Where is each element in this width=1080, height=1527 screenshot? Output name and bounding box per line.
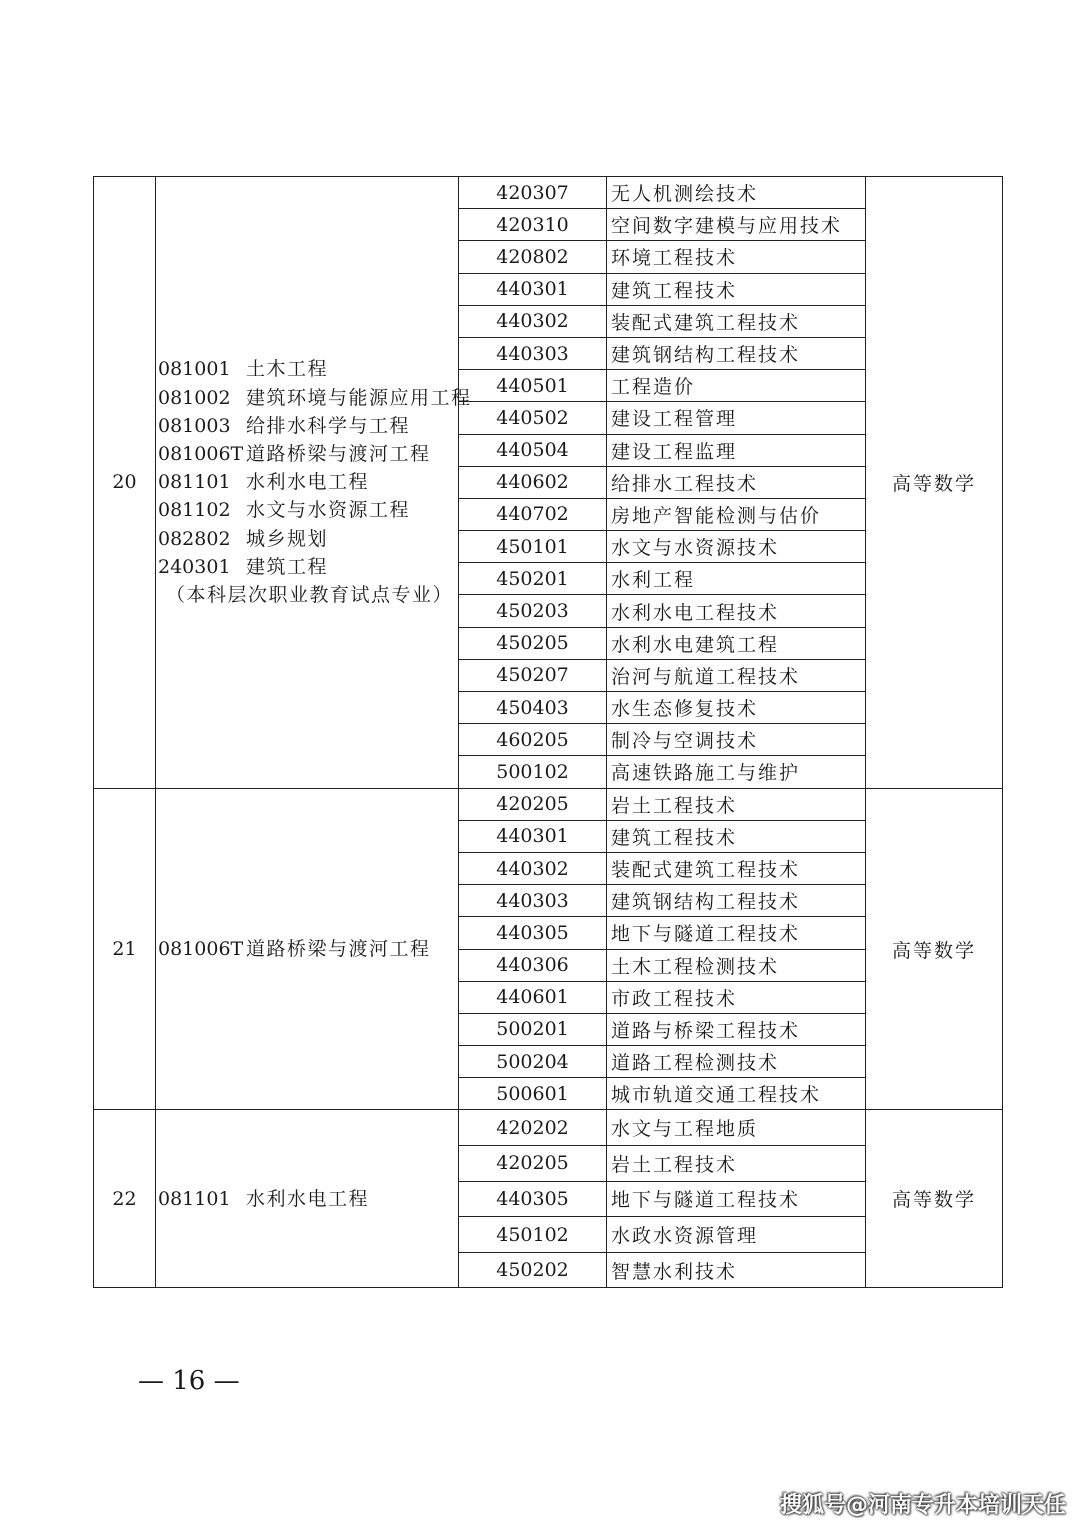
undergrad-majors-cell [156,1110,459,1288]
vocational-major-code: 460205 [459,724,607,756]
vocational-major-code: 440305 [459,917,607,949]
vocational-major-code: 450403 [459,692,607,724]
pilot-major-note: （本科层次职业教育试点专业） [166,583,454,606]
vocational-major-code: 440601 [459,981,607,1013]
undergrad-major [158,1185,458,1213]
undergrad-major-name: 城乡规划 [246,527,329,550]
vocational-major-code: 500201 [459,1013,607,1045]
group-number: 20 [94,177,156,789]
vocational-major-name: 地下与隧道工程技术 [607,917,866,949]
vocational-major-name: 岩土工程技术 [607,788,866,820]
vocational-major-code: 440303 [459,337,607,369]
vocational-major-name: 地下与隧道工程技术 [607,1181,866,1217]
undergrad-major [158,496,458,524]
vocational-major-name: 岩土工程技术 [607,1146,866,1182]
vocational-major-code: 440302 [459,305,607,337]
undergrad-major [158,553,458,581]
undergrad-major [158,440,458,468]
vocational-major-name: 土木工程检测技术 [607,949,866,981]
vocational-major-code: 440504 [459,434,607,466]
major-correspondence-table [93,176,1003,1288]
vocational-major-code: 440306 [459,949,607,981]
undergrad-majors-cell [156,177,472,789]
vocational-major-code: 440501 [459,370,607,402]
vocational-major-code: 420310 [459,209,607,241]
undergrad-major-code: 082802 [158,527,231,550]
vocational-major-code: 440305 [459,1181,607,1217]
vocational-major-name: 房地产智能检测与估价 [607,498,866,530]
vocational-major-name: 建筑钢结构工程技术 [607,885,866,917]
undergrad-major-code: 081101 [158,471,231,494]
vocational-major-name: 装配式建筑工程技术 [607,305,866,337]
vocational-major-code: 450205 [459,627,607,659]
vocational-major-name: 空间数字建模与应用技术 [607,209,866,241]
vocational-major-name: 环境工程技术 [607,241,866,273]
vocational-major-code: 440303 [459,885,607,917]
group-number: 21 [94,788,156,1110]
exam-subject: 高等数学 [866,177,1003,789]
undergrad-major-code: 081001 [158,358,231,381]
vocational-major-code: 420802 [459,241,607,273]
table-body [94,177,1003,1288]
undergrad-major-name: 水文与水资源工程 [246,499,411,522]
vocational-major-code: 440702 [459,498,607,530]
table-row [94,1110,1003,1146]
undergrad-major-code: 081102 [158,499,231,522]
vocational-major-code: 500204 [459,1046,607,1078]
undergrad-majors-cell [156,788,459,1110]
vocational-major-name: 市政工程技术 [607,981,866,1013]
vocational-major-name: 无人机测绘技术 [607,177,866,209]
vocational-major-code: 440301 [459,820,607,852]
vocational-major-name: 建设工程管理 [607,402,866,434]
vocational-major-code: 450207 [459,659,607,691]
vocational-major-code: 450102 [459,1217,607,1253]
undergrad-major-name: 水利水电工程 [246,1187,370,1210]
vocational-major-name: 高速铁路施工与维护 [607,756,866,788]
vocational-major-name: 水文与工程地质 [607,1110,866,1146]
vocational-major-name: 装配式建筑工程技术 [607,852,866,884]
undergrad-major-name: 建筑工程 [246,555,329,578]
vocational-major-name: 建筑工程技术 [607,273,866,305]
vocational-major-code: 450203 [459,595,607,627]
vocational-major-name: 水文与水资源技术 [607,531,866,563]
vocational-major-code: 420205 [459,1146,607,1182]
undergrad-major-code: 081006T [158,937,244,960]
vocational-major-name: 建筑工程技术 [607,820,866,852]
undergrad-major [158,935,458,963]
undergrad-major-name: 道路桥梁与渡河工程 [246,442,431,465]
vocational-major-name: 道路与桥梁工程技术 [607,1013,866,1045]
undergrad-major [158,355,458,383]
undergrad-major [158,468,458,496]
undergrad-major [158,412,458,440]
vocational-major-code: 450101 [459,531,607,563]
vocational-major-name: 制冷与空调技术 [607,724,866,756]
table-row [94,788,1003,820]
vocational-major-code: 440301 [459,273,607,305]
vocational-major-code: 420205 [459,788,607,820]
vocational-major-name: 道路工程检测技术 [607,1046,866,1078]
vocational-major-code: 450201 [459,563,607,595]
undergrad-major-name: 水利水电工程 [246,471,370,494]
undergrad-major-code: 081006T [158,442,244,465]
vocational-major-code: 440302 [459,852,607,884]
vocational-major-name: 水生态修复技术 [607,692,866,724]
vocational-major-name: 城市轨道交通工程技术 [607,1078,866,1110]
undergrad-major-code: 081003 [158,414,231,437]
undergrad-major-name: 给排水科学与工程 [246,414,411,437]
page-number: — 16 — [138,1366,240,1396]
vocational-major-code: 440502 [459,402,607,434]
vocational-major-name: 建设工程监理 [607,434,866,466]
vocational-major-code: 450202 [459,1252,607,1288]
undergrad-major-name: 建筑环境与能源应用工程 [246,386,472,409]
vocational-major-name: 水政水资源管理 [607,1217,866,1253]
undergrad-major-code: 081101 [158,1187,231,1210]
vocational-major-code: 420307 [459,177,607,209]
vocational-major-name: 治河与航道工程技术 [607,659,866,691]
vocational-major-code: 500102 [459,756,607,788]
undergrad-major-code: 240301 [158,555,231,578]
undergrad-major-name: 土木工程 [246,358,329,381]
vocational-major-name: 水利水电工程技术 [607,595,866,627]
exam-subject: 高等数学 [866,1110,1003,1288]
vocational-major-name: 水利水电建筑工程 [607,627,866,659]
undergrad-major-code: 081002 [158,386,231,409]
watermark: 搜狐号@河南专升本培训天任 [780,1493,1067,1518]
undergrad-major [158,525,458,553]
undergrad-major [158,384,472,412]
vocational-major-code: 440602 [459,466,607,498]
table-row [94,177,1003,209]
undergrad-major-name: 道路桥梁与渡河工程 [246,937,431,960]
vocational-major-code: 500601 [459,1078,607,1110]
vocational-major-code: 420202 [459,1110,607,1146]
group-number: 22 [94,1110,156,1288]
vocational-major-name: 给排水工程技术 [607,466,866,498]
vocational-major-name: 水利工程 [607,563,866,595]
vocational-major-name: 建筑钢结构工程技术 [607,337,866,369]
vocational-major-name: 工程造价 [607,370,866,402]
exam-subject: 高等数学 [866,788,1003,1110]
vocational-major-name: 智慧水利技术 [607,1252,866,1288]
